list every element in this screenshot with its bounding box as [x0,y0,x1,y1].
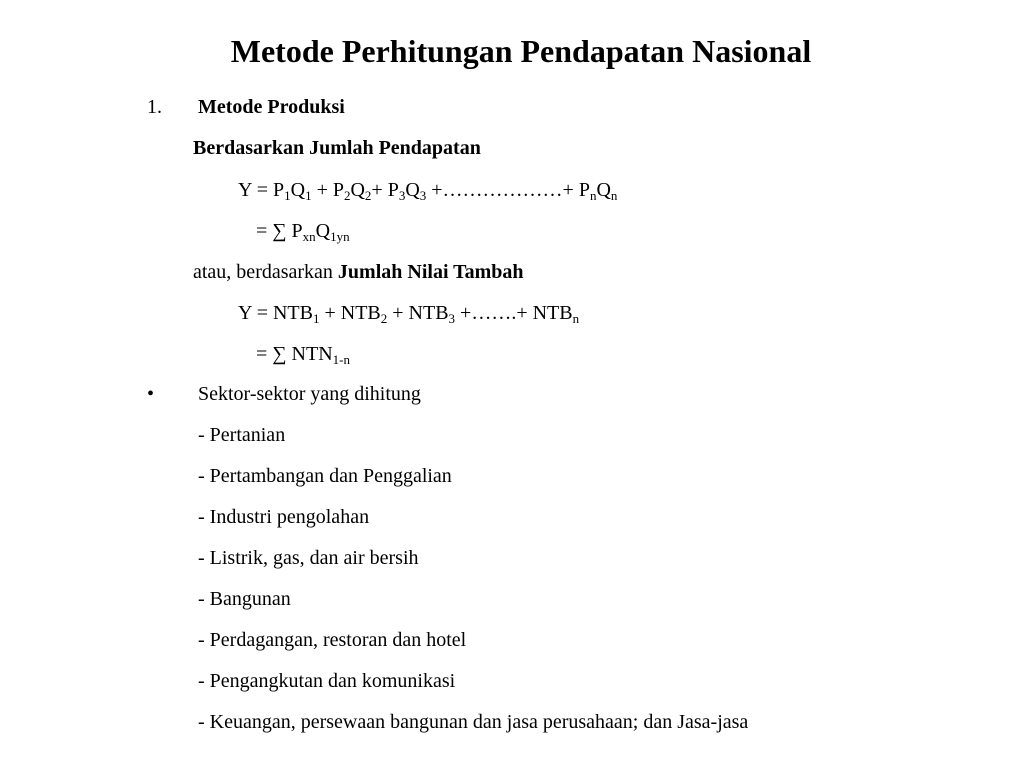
slide-title: Metode Perhitungan Pendapatan Nasional [230,33,812,69]
formula-income-line1: $Y = P_1Q_1 + P_2Q_2+ P_3Q_3$ +………………+ $P_nQ_n$ [238,179,618,203]
sector-item: - Listrik, gas, dan air bersih [198,547,419,569]
sectors-heading: Sektor-sektor yang dihitung [198,383,421,405]
sector-item: - Perdagangan, restoran dan hotel [198,629,467,651]
sector-item: - Industri pengolahan [198,506,370,528]
section-heading: Metode Produksi [198,96,345,118]
alternative-method: atau, berdasarkan Jumlah Nilai Tambah [193,261,524,283]
section-number: 1. [147,96,162,118]
sector-item: - Keuangan, persewaan bangunan dan jasa perusahaan; dan Jasa-jasa [198,711,749,733]
sector-item: - Pertambangan dan Penggalian [198,465,452,487]
sector-item: - Pertanian [198,424,286,446]
sector-item: - Bangunan [198,588,291,610]
formula-value-added-line2: = ∑ $NTN_{1-n}$ [256,343,350,367]
subheading: Berdasarkan Jumlah Pendapatan [193,137,481,159]
sector-item: - Pengangkutan dan komunikasi [198,670,456,692]
formula-income-line2: = ∑ $P_{xn}Q_{1yn}$ [256,220,350,244]
bullet-marker: • [147,383,155,405]
formula-value-added-line1: $Y = NTB_1 + NTB_2 + NTB_3$ +…….+ $NTB_n$ [238,302,580,326]
